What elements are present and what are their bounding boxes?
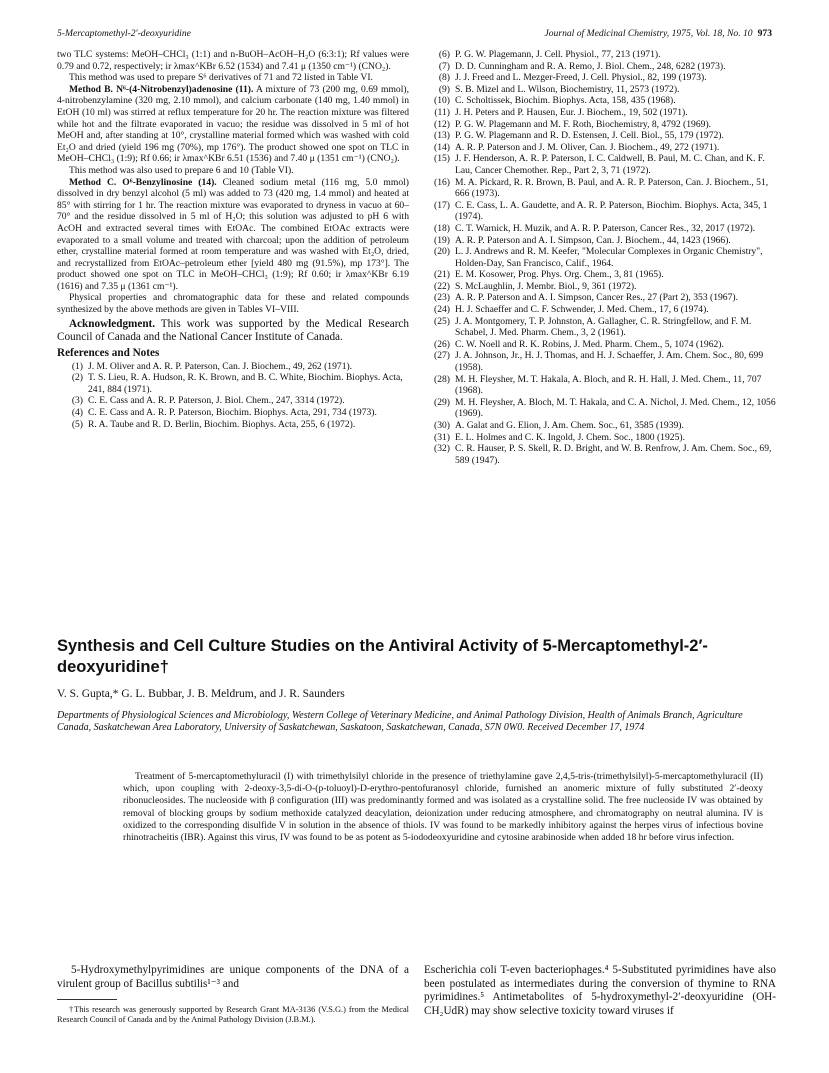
reference-number: (5) [71, 418, 83, 430]
reference-number: (3) [71, 395, 83, 407]
page-number: 973 [757, 28, 772, 39]
reference-text: M. A. Pickard, R. R. Brown, B. Paul, and A. R. P. Paterson, Can. J. Biochem., 51, 666 (1973). [455, 176, 769, 200]
method-a-continuation: two TLC systems: MeOH–CHCl₃ (1:1) and n-BuOH–AcOH–H₂O (6:3:1); Rf values were 0.79 and 0.72, respectively; ir λmax^KBr 6.52 (1534) and 7.41 μ (1350 cm⁻¹) (CNO₂). [57, 49, 409, 72]
reference-text: J. J. Freed and L. Mezger-Freed, J. Cell. Physiol., 82, 199 (1973). [455, 72, 707, 84]
reference-number: (4) [71, 407, 83, 419]
reference-text: C. W. Noell and R. K. Robins, J. Med. Pharm. Chem., 5, 1074 (1962). [455, 338, 724, 350]
reference-text: M. H. Fleysher, A. Bloch, M. T. Hakala, and C. A. Nichol, J. Med. Chem., 12, 1056 (1969). [455, 396, 776, 420]
reference-text: E. L. Holmes and C. K. Ingold, J. Chem. Soc., 1800 (1925). [455, 431, 685, 443]
reference-item [424, 420, 776, 432]
journal-citation: Journal of Medicinal Chemistry, 1975, Vol. 18, No. 10 973 [544, 28, 772, 39]
reference-text: R. A. Taube and R. D. Berlin, Biochim. Biophys. Acta, 255, 6 (1972). [88, 418, 356, 430]
left-column [57, 49, 409, 430]
reference-item [424, 281, 776, 293]
abstract: Treatment of 5-mercaptomethyluracil (I) with trimethylsilyl chloride in the presence of triethylamine gave 2,4,5-tris-(trimethylsilyl)-5-mercaptomethyluracil (II) which, upon coupling with 2-deoxy-3,5-di-O-(p-toluoyl)-D-erythro-pentofuranosyl chloride, furnished an anomeric mixture of fully substituted 2′-deoxy ribonucleosides. The nucleoside with β configuration (III) was predominantly formed and was isolated as a crystalline solid. The free nucleoside IV was obtained by removal of blocking groups by sodium methoxide catalyzed deacylation, deionization under reducing atmosphere, and chromatography on neutral alumina. IV is oxidized to the corresponding disulfide V in solution in the absence of thiols. IV was found to be markedly inhibitory against the herpes virus of infectious bovine rhinotracheitis (IBR). Against this virus, IV was found to be as potent as 5-iododeoxyuridine and cytosine arabinoside when added 18 hr before virus infection. [123, 771, 763, 844]
reference-item [424, 350, 776, 373]
reference-number: (16) [434, 176, 450, 188]
reference-text: P. G. W. Plagemann, J. Cell. Physiol., 77, 213 (1971). [455, 49, 661, 60]
reference-item [424, 177, 776, 200]
reference-number: (20) [434, 246, 450, 258]
reference-text: S. McLaughlin, J. Membr. Biol., 9, 361 (1972). [455, 280, 637, 292]
reference-text: C. E. Cass and A. R. P. Paterson, J. Biol. Chem., 247, 3314 (1972). [88, 395, 345, 407]
reference-number: (26) [434, 338, 450, 350]
method-b-paragraph: Method B. N⁶-(4-Nitrobenzyl)adenosine (11). A mixture of 73 (200 mg, 0.69 mmol), 4-nitrobenzylamine (320 mg, 2.10 mmol), and calcium carbonate (140 mg, 1.40 mmol) in EtOH (10 ml) was stirred at reflux temperature for 20 hr. The reaction mixture was filtered while hot and the filtrate evaporated in vacuo; the residue was dissolved in 5 ml of hot MeOH and, after standing at 10°, crystalline material formed which was washed with cold Et₂O and dried (yield 196 mg (70%), mp 176°). The product showed one spot on TLC in MeOH–CHCl₃ (1:9); Rf 0.66; ir λmax^KBr 6.51 (1536) and 7.40 μ (1351 cm⁻¹) (CNO₂). [57, 83, 409, 165]
footnote-rule [57, 999, 117, 1000]
reference-item [424, 200, 776, 223]
reference-text: J. M. Oliver and A. R. P. Paterson, Can. J. Biochem., 49, 262 (1971). [88, 360, 353, 372]
author-list: V. S. Gupta,* G. L. Bubbar, J. B. Meldrum, and J. R. Saunders [57, 688, 345, 700]
reference-number: (19) [434, 234, 450, 246]
reference-item [424, 246, 776, 269]
reference-text: C. R. Hauser, P. S. Skell, R. D. Bright, and W. B. Renfrow, J. Am. Chem. Soc., 69, 589 (1947). [455, 443, 772, 466]
reference-text: J. A. Montgomery, T. P. Johnston, A. Gallagher, C. R. Stringfellow, and F. M. Schabel, J. Med. Pharm. Chem., 3, 2 (1961). [455, 315, 752, 339]
reference-number: (12) [434, 118, 450, 130]
reference-item [424, 153, 776, 176]
reference-item [424, 316, 776, 339]
reference-text: A. R. P. Paterson and A. I. Simpson, Can. J. Biochem., 44, 1423 (1966). [455, 234, 731, 246]
reference-number: (21) [434, 269, 450, 281]
affiliation: Departments of Physiological Sciences and Microbiology, Western College of Veterinary Medicine, and Animal Pathology Division, Health of Animals Branch, Agriculture Canada, Saskatchewan Area Laboratory, University of Saskatchewan, Saskatoon, Saskatchewan, Canada, S7N 0W0. Received December 17, 1974 [57, 710, 743, 734]
reference-number: (2) [71, 372, 83, 384]
right-column [424, 49, 776, 466]
reference-text: J. A. Johnson, Jr., H. J. Thomas, and H. J. Schaeffer, J. Am. Chem. Soc., 80, 699 (1958). [455, 350, 764, 374]
reference-number: (17) [434, 199, 450, 211]
reference-number: (29) [434, 396, 450, 408]
reference-text: T. S. Lieu, R. A. Hudson, R. K. Brown, and B. C. White, Biochim. Biophys. Acta, 241, 884 (1971). [88, 372, 403, 395]
reference-item [424, 292, 776, 304]
reference-item [424, 107, 776, 119]
reference-text: P. G. W. Plagemann and R. D. Estensen, J. Cell. Biol., 55, 179 (1972). [455, 130, 724, 142]
reference-item [424, 443, 776, 466]
acknowledgment-heading: Acknowledgment. [69, 317, 156, 330]
reference-number: (10) [434, 95, 450, 107]
acknowledgment: Acknowledgment. This work was supported by the Medical Research Council of Canada and the National Cancer Institute of Canada. [57, 317, 409, 343]
reference-number: (30) [434, 420, 450, 431]
footnote: †This research was generously supported by Research Grant MA-3136 (V.S.G.) from the Medical Research Council of Canada and by the Animal Pathology Division (J.B.M.). [57, 1005, 409, 1025]
reference-number: (1) [71, 360, 83, 372]
reference-text: D. D. Cunningham and R. A. Remo, J. Biol. Chem., 248, 6282 (1973). [455, 60, 726, 72]
reference-item [424, 72, 776, 84]
reference-item [424, 304, 776, 316]
reference-text: M. H. Fleysher, M. T. Hakala, A. Bloch, and R. H. Hall, J. Med. Chem., 11, 707 (1968). [455, 373, 762, 397]
article-title: Synthesis and Cell Culture Studies on the Antiviral Activity of 5-Mercaptomethyl-2′-deoxyuridine† [57, 637, 708, 676]
reference-number: (7) [438, 60, 450, 72]
reference-item [424, 339, 776, 351]
reference-item [424, 142, 776, 154]
reference-text: E. M. Kosower, Prog. Phys. Org. Chem., 3, 81 (1965). [455, 269, 664, 281]
reference-text: A. R. P. Paterson and J. M. Oliver, Can. J. Biochem., 49, 272 (1971). [455, 141, 720, 153]
reference-number: (6) [438, 49, 450, 60]
reference-number: (11) [434, 106, 450, 118]
reference-number: (13) [434, 130, 450, 142]
reference-item [424, 95, 776, 107]
reference-item [424, 397, 776, 420]
reference-text: J. H. Peters and P. Hausen, Eur. J. Biochem., 19, 502 (1971). [455, 106, 688, 118]
reference-item [424, 119, 776, 131]
reference-number: (31) [434, 431, 450, 443]
reference-text: H. J. Schaeffer and C. F. Schwender, J. Med. Chem., 17, 6 (1974). [455, 304, 709, 316]
references-list-left [57, 361, 409, 431]
reference-item [424, 61, 776, 73]
reference-number: (14) [434, 141, 450, 153]
reference-text: J. F. Henderson, A. R. P. Paterson, I. C. Caldwell, B. Paul, M. C. Chan, and K. F. Lau, Cancer Chemother. Rep., Part 2, 3, 71 (1972). [455, 153, 765, 176]
reference-number: (15) [434, 153, 450, 165]
physical-properties-note: Physical properties and chromatographic data for these and related compounds synthesized by the above methods are given in Tables VI–VIII. [57, 292, 409, 316]
method-c-paragraph: Method C. O⁶-Benzylinosine (14). Cleaned sodium metal (116 mg, 5.0 mmol) dissolved in dry benzyl alcohol (5 ml) was added to 73 (420 mg, 1.4 mmol) and heated at 85° with stirring for 1 hr. The reaction mixture was evaporated to dryness in vacuo at 60–70° and the residue dissolved in 5 ml of H₂O; this solution was adjusted to pH 6 with AcOH and extracted several times with EtOAc. The combined EtOAc extracts were evaporated to a small volume and treated with charcoal; upon the addition of petroleum ether, crystalline material formed at room temperature and was washed with Et₂O, dried, and recrystallized from EtOAc–petroleum ether [yield 480 mg (91.5%), mp 173°]. The product showed one spot on TLC in MeOH–CHCl₃ (1:9); Rf 0.60; ir λmax^KBr 6.19 (1616) and 7.35 μ (1361 cm⁻¹). [57, 176, 409, 292]
reference-item [424, 84, 776, 96]
method-b-heading: Method B. N⁶-(4-Nitrobenzyl)adenosine (11). [69, 83, 254, 95]
reference-item [57, 361, 409, 373]
reference-number: (9) [438, 83, 450, 95]
references-heading: References and Notes [57, 347, 160, 360]
reference-text: C. T. Warnick, H. Muzik, and A. R. P. Paterson, Cancer Res., 32, 2017 (1972). [455, 222, 756, 234]
reference-text: S. B. Mizel and L. Wilson, Biochemistry, 11, 2573 (1972). [455, 83, 680, 95]
reference-item [57, 372, 409, 395]
reference-number: (23) [434, 292, 450, 304]
running-header [57, 28, 772, 42]
reference-text: C. Scholtissek, Biochim. Biophys. Acta, 158, 435 (1968). [455, 95, 676, 107]
reference-item [424, 130, 776, 142]
reference-text: C. E. Cass, L. A. Gaudette, and A. R. P. Paterson, Biochim. Biophys. Acta, 345, 1 (1974). [455, 199, 768, 223]
body-text-right: Escherichia coli T-even bacteriophages.⁴ 5-Substituted pyrimidines have also been postulated as intermediates during the conversion of thymine to RNA pyrimidines.⁵ Antimetabolites of 5-hydroxymethyl-2′-deoxyuridine (OH-CH₂UdR) may show selective toxicity toward viruses if [424, 964, 776, 1017]
reference-item [57, 407, 409, 419]
reference-number: (22) [434, 280, 450, 292]
method-c-heading: Method C. O⁶-Benzylinosine (14). [69, 176, 217, 188]
method-a-note: This method was used to prepare S⁶ derivatives of 71 and 72 listed in Table VI. [69, 72, 373, 84]
reference-number: (18) [434, 222, 450, 234]
reference-item [424, 269, 776, 281]
reference-item [424, 235, 776, 247]
references-list-right [424, 49, 776, 466]
reference-item [57, 395, 409, 407]
reference-text: C. E. Cass and A. R. P. Paterson, Biochim. Biophys. Acta, 291, 734 (1973). [88, 407, 377, 419]
reference-item [424, 432, 776, 444]
method-b-note: This method was also used to prepare 6 and 10 (Table VI). [69, 164, 294, 176]
reference-item [424, 374, 776, 397]
reference-text: A. R. P. Paterson and A. I. Simpson, Cancer Res., 27 (Part 2), 353 (1967). [455, 292, 738, 304]
reference-number: (24) [434, 304, 450, 316]
reference-number: (32) [434, 443, 450, 455]
reference-number: (25) [434, 315, 450, 327]
reference-number: (28) [434, 373, 450, 385]
reference-text: A. Galat and G. Elion, J. Am. Chem. Soc., 61, 3585 (1939). [455, 420, 684, 431]
running-title: 5-Mercaptomethyl-2′-deoxyuridine [57, 28, 191, 39]
reference-item [424, 49, 776, 61]
body-text-left: 5-Hydroxymethylpyrimidines are unique components of the DNA of a virulent group of Bacillus subtilis¹⁻³ and [57, 964, 409, 990]
reference-number: (8) [438, 72, 450, 84]
reference-text: L. J. Andrews and R. M. Keefer, "Molecular Complexes in Organic Chemistry", Holden-Day, San Francisco, Calif., 1964. [455, 246, 763, 269]
reference-item [424, 223, 776, 235]
reference-item [57, 419, 409, 431]
reference-text: P. G. W. Plagemann and M. F. Roth, Biochemistry, 8, 4792 (1969). [455, 118, 712, 130]
reference-number: (27) [434, 350, 450, 362]
